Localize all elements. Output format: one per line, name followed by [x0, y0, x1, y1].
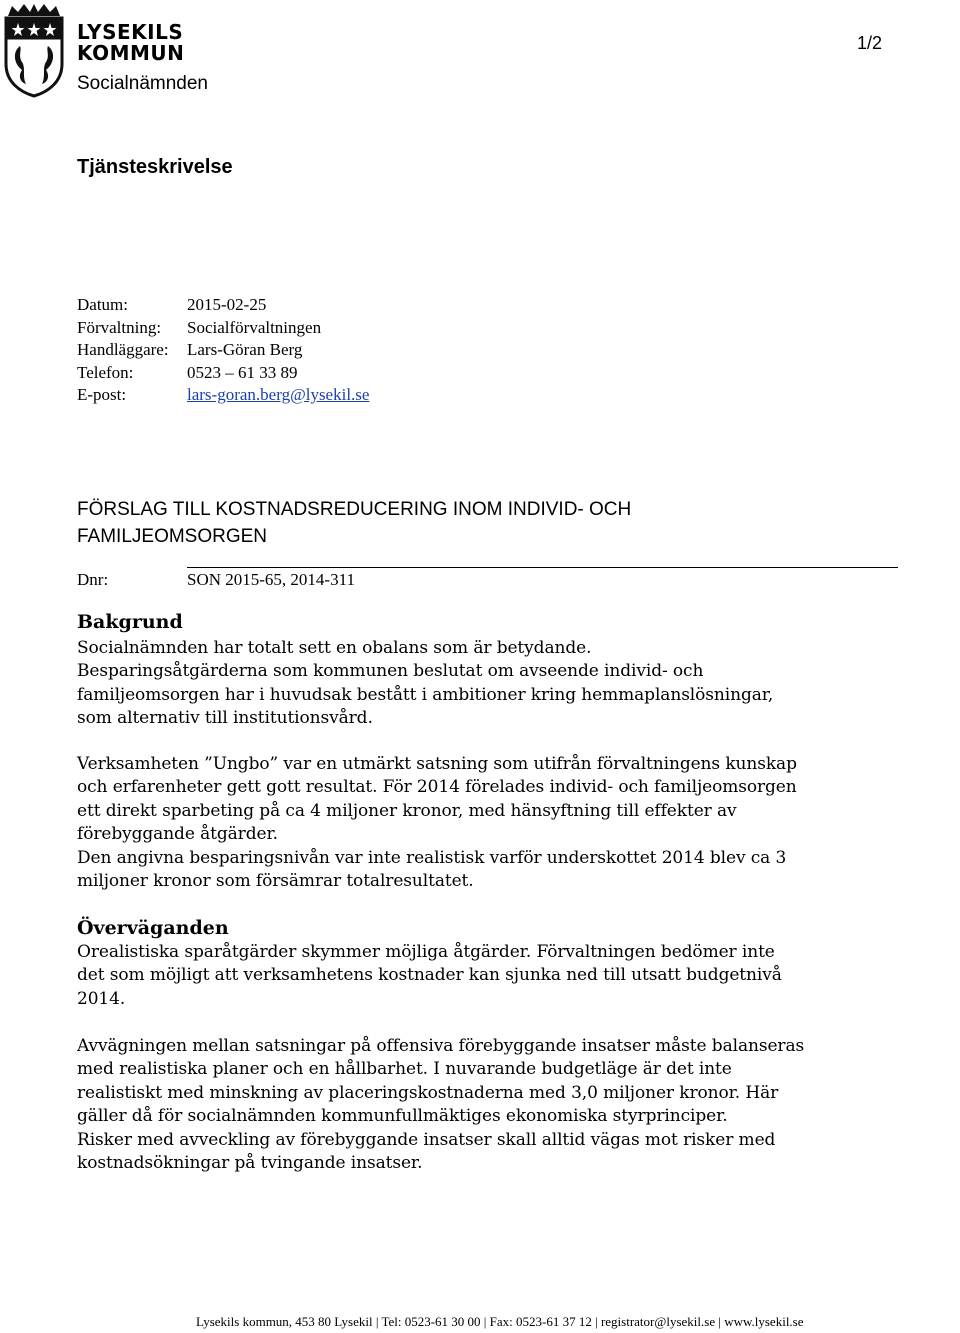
considerations-paragraph-1 — [77, 941, 867, 1011]
meta-phone-value: 0523 – 61 33 89 — [187, 362, 298, 382]
paragraph-line: familjeomsorgen har i huvudsak bestått i ambitioner kring hemmaplanslösningar, — [77, 684, 774, 705]
paragraph-line: realistiskt med minskning av placeringskostnaderna med 3,0 miljoner kronor. Här — [77, 1082, 779, 1103]
document-type-title: Tjänsteskrivelse — [77, 156, 233, 178]
paragraph-line: med realistiska planer och en hållbarhet. I nuvarande budgetläge är det inte — [77, 1059, 732, 1080]
meta-handler-value: Lars-Göran Berg — [187, 340, 303, 359]
department-name: Socialnämnden — [77, 73, 208, 94]
paragraph-line: Den angivna besparingsnivån var inte realistisk varför underskottet 2014 blev ca 3 — [77, 847, 787, 868]
paragraph-line: Besparingsåtgärderna som kommunen beslutat om avseende individ- och — [77, 661, 704, 682]
meta-phone-row — [77, 362, 369, 385]
meta-date-value: 2015-02-25 — [187, 295, 267, 314]
coat-of-arms-logo — [2, 2, 66, 98]
section-title-background: Bakgrund — [77, 611, 183, 633]
page-footer: Lysekils kommun, 453 80 Lysekil | Tel: 0523-61 30 00 | Fax: 0523-61 37 12 | registrator@lysekil.se | www.lysekil.se — [196, 1314, 804, 1329]
meta-phone-label: Telefon: — [77, 362, 134, 382]
paragraph-line: Socialnämnden har totalt sett en obalans som är betydande. — [77, 638, 592, 658]
meta-admin-value: Socialförvaltningen — [187, 317, 322, 337]
paragraph-line: det som möjligt att verksamhetens kostnader kan sjunka ned till utsatt budgetnivå — [77, 965, 782, 986]
background-paragraph-1 — [77, 637, 867, 731]
meta-email-link[interactable]: lars-goran.berg@lysekil.se — [187, 385, 370, 404]
dnr-label: Dnr: — [77, 570, 109, 589]
section-title-considerations: Överväganden — [77, 917, 229, 939]
paragraph-line: Avvägningen mellan satsningar på offensiva förebyggande insatser måste balanseras — [77, 1036, 805, 1056]
org-name-line2: KOMMUN — [77, 41, 185, 65]
paragraph-line: miljoner kronor som försämrar totalresultatet. — [77, 871, 474, 892]
subject-line2: FAMILJEOMSORGEN — [77, 526, 268, 547]
dnr-row — [77, 570, 355, 590]
paragraph-line: och erfarenheter gett gott resultat. För 2014 förelades individ- och familjeomsorgen — [77, 777, 797, 798]
paragraph-line: gäller då för socialnämnden kommunfullmäktiges ekonomiska styrprinciper. — [77, 1106, 728, 1127]
meta-email-label: E-post: — [77, 385, 127, 404]
background-paragraph-2 — [77, 753, 867, 893]
document-subject — [77, 496, 877, 550]
paragraph-line: som alternativ till institutionsvård. — [77, 708, 373, 729]
organization-name — [77, 22, 184, 64]
meta-admin-row — [77, 317, 369, 340]
meta-handler-label: Handläggare: — [77, 340, 169, 359]
org-name-line1: LYSEKILS — [77, 20, 184, 44]
paragraph-line: Orealistiska sparåtgärder skymmer möjliga åtgärder. Förvaltningen bedömer inte — [77, 942, 775, 962]
considerations-paragraph-2 — [77, 1035, 867, 1175]
paragraph-line: Verksamheten ”Ungbo” var en utmärkt satsning som utifrån förvaltningens kunskap — [77, 754, 797, 774]
page-number: 1/2 — [857, 33, 883, 53]
document-metadata — [77, 294, 369, 407]
dnr-value: SON 2015-65, 2014-311 — [187, 570, 355, 589]
divider-line — [187, 567, 898, 568]
paragraph-line: 2014. — [77, 988, 126, 1009]
subject-line1: FÖRSLAG TILL KOSTNADSREDUCERING INOM INDIVID- OCH — [77, 499, 632, 520]
meta-admin-label: Förvaltning: — [77, 317, 162, 337]
meta-date-row — [77, 294, 369, 317]
paragraph-line: förebyggande åtgärder. — [77, 824, 278, 845]
meta-email-row — [77, 384, 369, 407]
paragraph-line: ett direkt sparbeting på ca 4 miljoner kronor, med hänsyftning till effekter av — [77, 800, 737, 821]
meta-handler-row — [77, 339, 369, 362]
meta-date-label: Datum: — [77, 295, 128, 314]
paragraph-line: Risker med avveckling av förebyggande insatser skall alltid vägas mot risker med — [77, 1129, 776, 1150]
paragraph-line: kostnadsökningar på tvingande insatser. — [77, 1153, 423, 1174]
